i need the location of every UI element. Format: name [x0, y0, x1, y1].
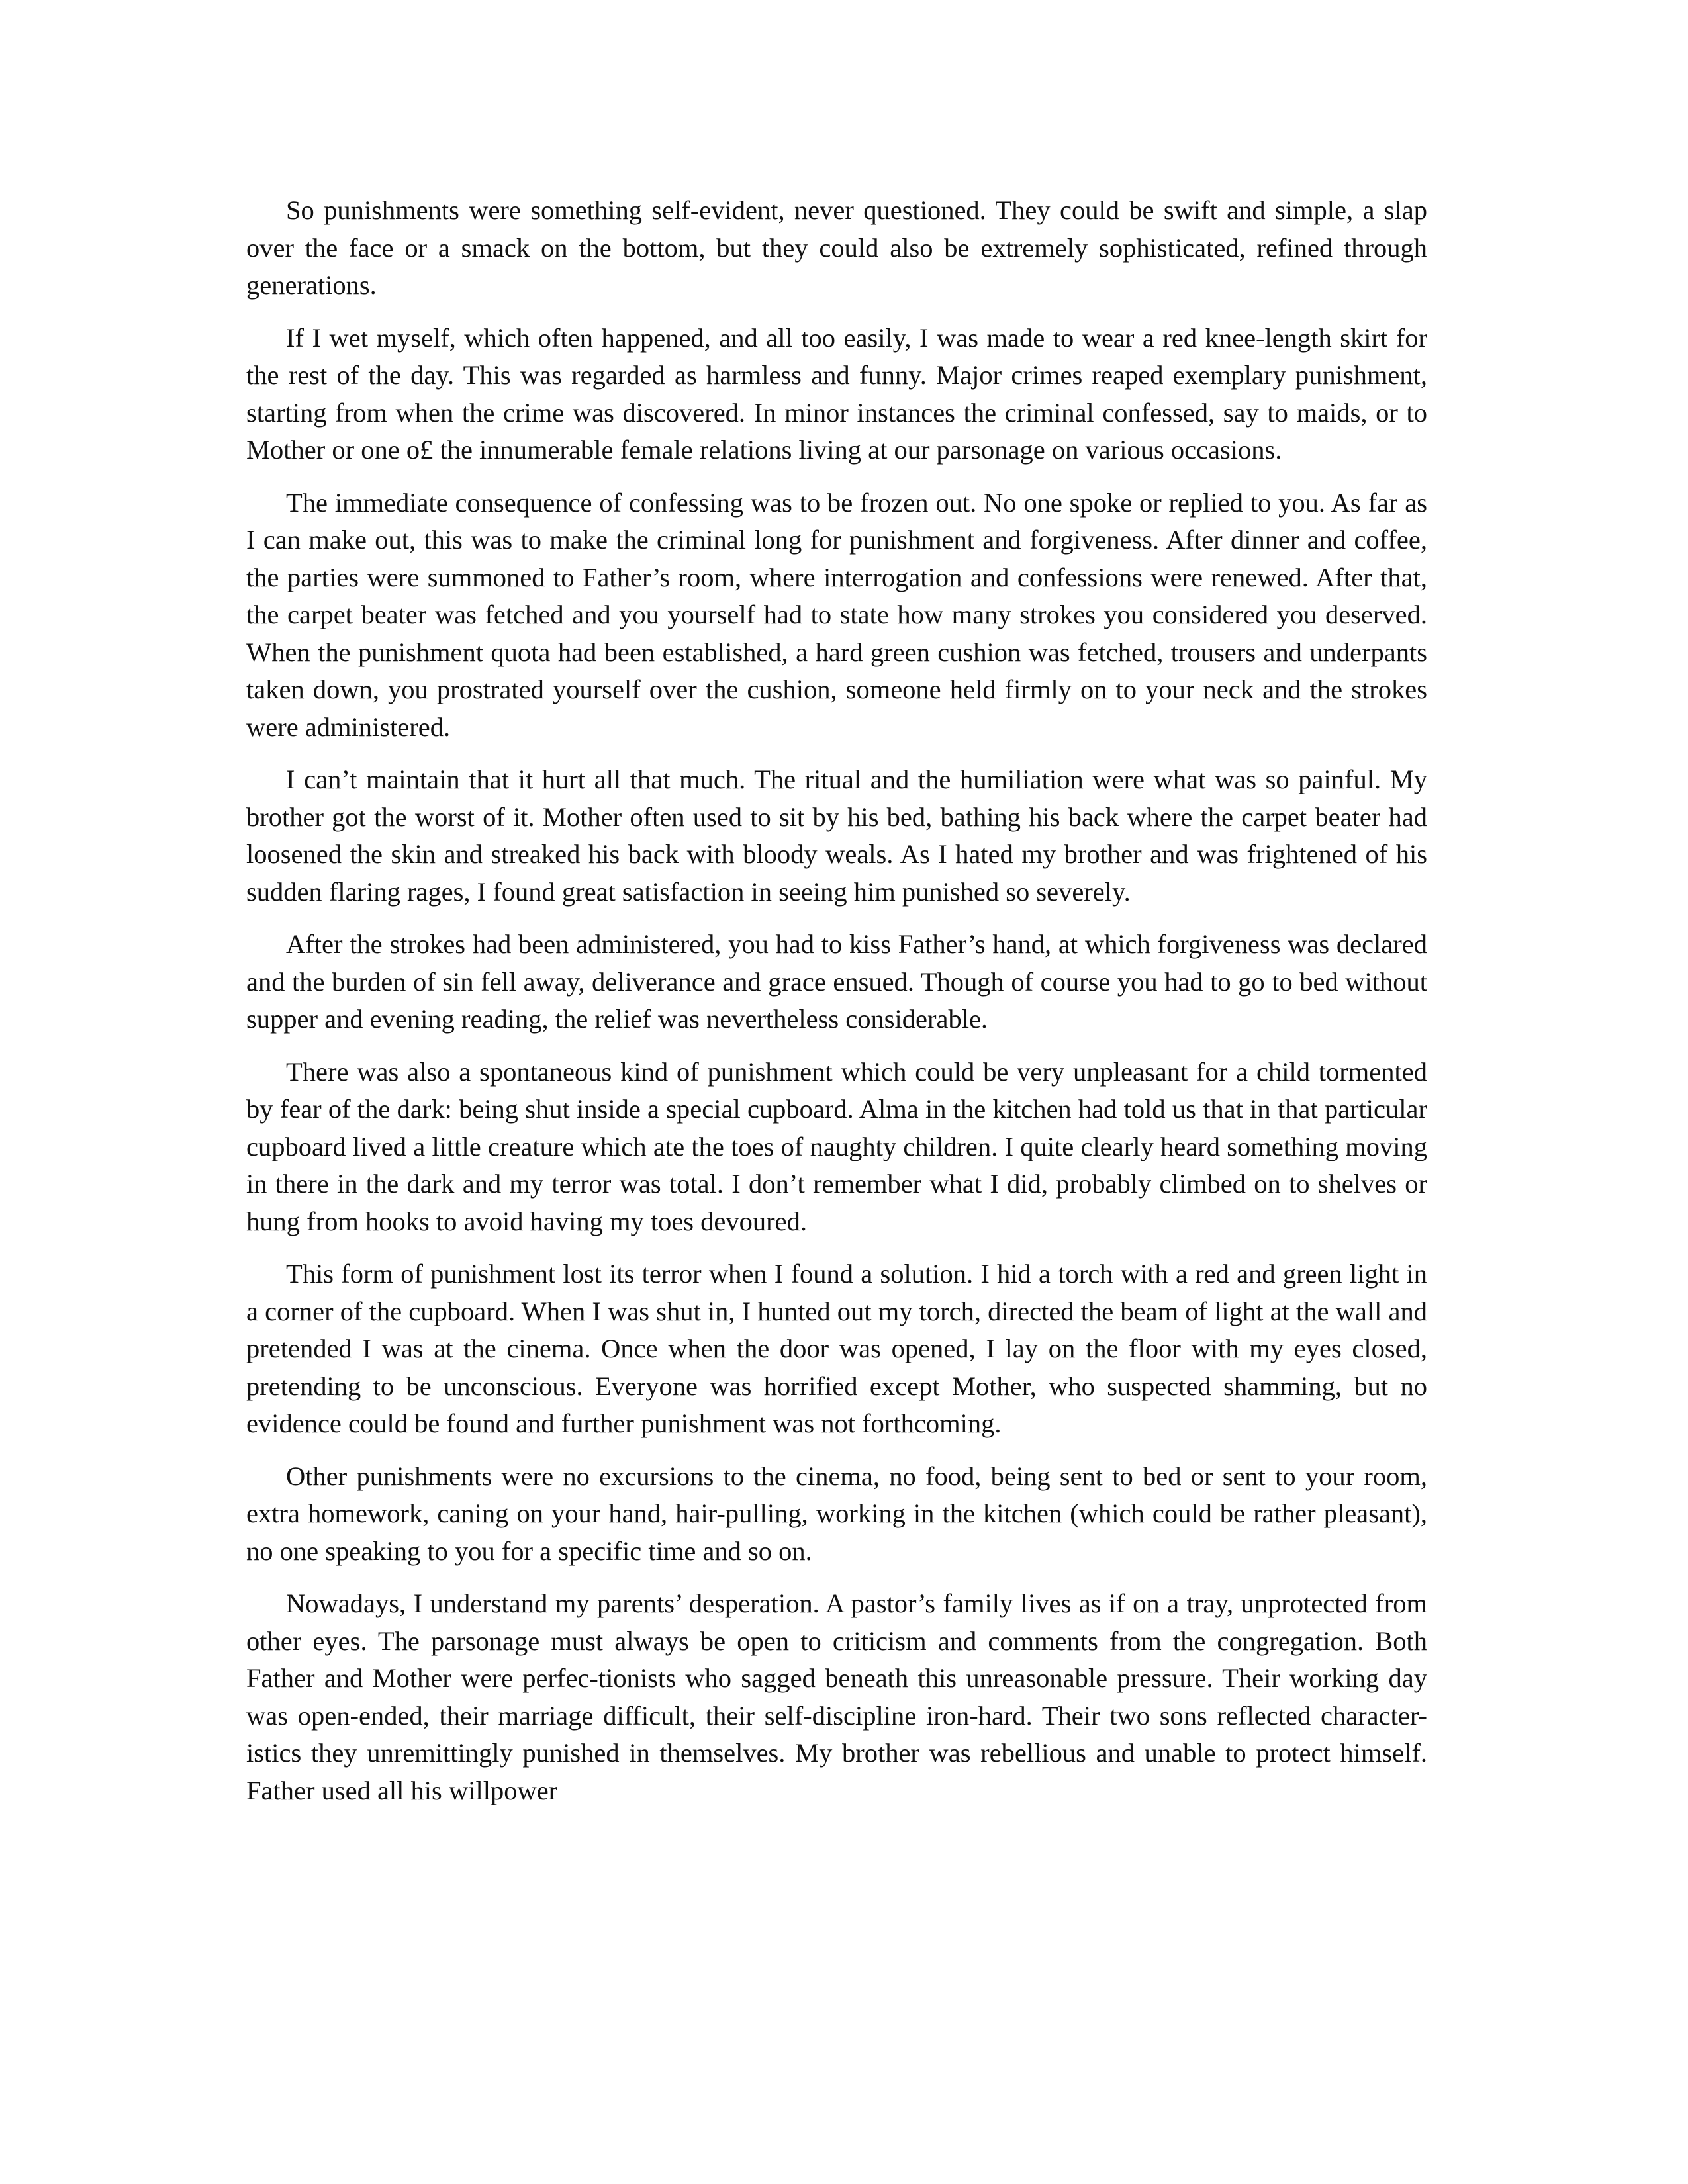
paragraph-4: I can’t maintain that it hurt all that much. The ritual and the humiliation were what was so painful. My brother got the worst of it. Mother often used to sit by his bed, bathing his back where the carpet beater had loosened the skin and streaked his back with bloody weals. As I hated my brother and was frightened of his sudden flaring rages, I found great satisfaction in seeing him punished so severely.	[246, 764, 1427, 907]
paragraph-6: There was also a spontaneous kind of punishment which could be very unpleasant for a child tormented by fear of the dark: being shut inside a special cupboard. Alma in the kitchen had told us that in that particular cupboard lived a little creature which ate the toes of naughty children. I quite clearly heard something moving in there in the dark and my terror was total. I don’t remember what I did, probably climbed on to shelves or hung from hooks to avoid having my toes devoured.	[246, 1056, 1427, 1236]
document-page	[246, 192, 1427, 1926]
paragraph-5: After the strokes had been administered, you had to kiss Father’s hand, at which forgiveness was declared and the burden of sin fell away, deliverance and grace ensued. Though of course you had to go to bed without supper and evening reading, the relief was nevertheless considerable.	[246, 929, 1427, 1034]
paragraph-7: This form of punishment lost its terror when I found a solution. I hid a torch with a red and green light in a corner of the cupboard. When I was shut in, I hunted out my torch, directed the beam of light at the wall and pretended I was at the cinema. Once when the door was opened, I lay on the floor with my eyes closed, pretending to be unconscious. Everyone was horrified except Mother, who suspected shamming, but no evidence could be found and further punishment was not forthcoming.	[246, 1259, 1427, 1438]
paragraph-9: Nowadays, I understand my parents’ desperation. A pastor’s family lives as if on a tray, unprotected from other eyes. The parsonage must always be open to criticism and comments from the congregation. Both Father and Mother were perfec-tionists who sagged beneath this unreasonable pressure. Their working day was open-ended, their marriage difficult, their self-discipline iron-hard. Their two sons reflected character-istics they unremittingly punished in themselves. My brother was rebellious and unable to protect himself. Father used all his willpower	[246, 1588, 1427, 1805]
paragraph-1: So punishments were something self-evident, never questioned. They could be swift and simple, a slap over the face or a smack on the bottom, but they could also be extremely sophisticated, refined through generations.	[246, 195, 1427, 300]
paragraph-3: The immediate consequence of confessing was to be frozen out. No one spoke or replied to you. As far as I can make out, this was to make the criminal long for punishment and forgiveness. After dinner and coffee, the parties were summoned to Father’s room, where interrogation and confessions were renewed. After that, the carpet beater was fetched and you yourself had to state how many strokes you considered you deserved. When the punishment quota had been established, a hard green cushion was fetched, trousers and underpants taken down, you prostrated yourself over the cushion, someone held firmly on to your neck and the strokes were administered.	[246, 487, 1427, 742]
paragraph-2: If I wet myself, which often happened, and all too easily, I was made to wear a red knee-length skirt for the rest of the day. This was regarded as harmless and funny. Major crimes reaped exemplary punishment, starting from when the crime was discovered. In minor instances the criminal confessed, say to maids, or to Mother or one o£ the innumerable female relations living at our parsonage on various occasions.	[246, 322, 1427, 465]
paragraph-8: Other punishments were no excursions to the cinema, no food, being sent to bed or sent to your room, extra homework, caning on your hand, hair-pulling, working in the kitchen (which could be rather pleasant), no one speaking to you for a specific time and so on.	[246, 1461, 1427, 1566]
